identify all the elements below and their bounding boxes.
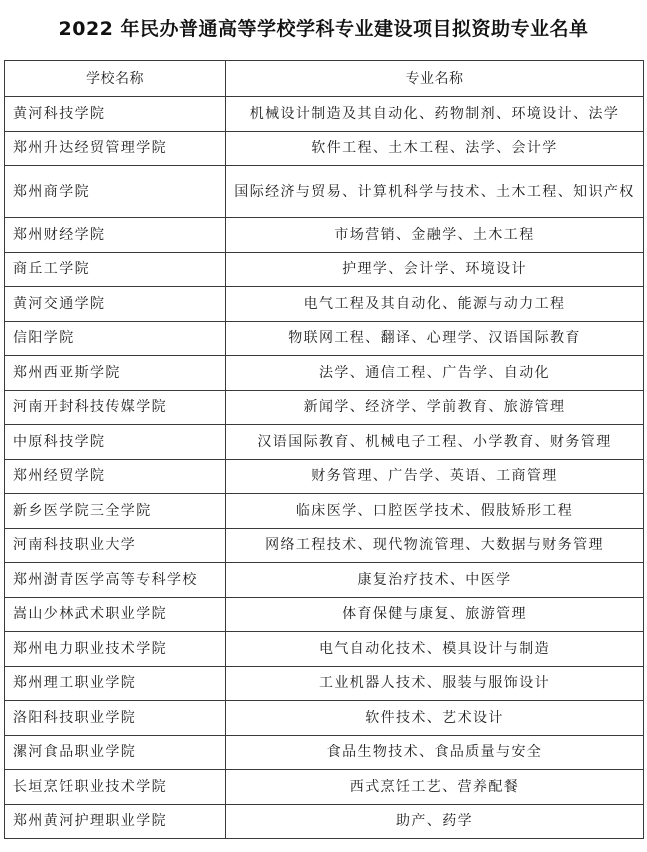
majors-cell: 法学、通信工程、广告学、自动化 [226,356,644,391]
majors-cell: 新闻学、经济学、学前教育、旅游管理 [226,390,644,425]
table-row [5,770,644,805]
page-title: 2022 年民办普通高等学校学科专业建设项目拟资助专业名单 [58,18,589,40]
table-row [5,356,644,391]
school-cell: 黄河交通学院 [5,287,226,322]
school-cell: 郑州升达经贸管理学院 [5,131,226,166]
table-row [5,563,644,598]
header-school-name: 学校名称 [5,61,226,97]
school-cell: 商丘工学院 [5,252,226,287]
majors-cell: 网络工程技术、现代物流管理、大数据与财务管理 [226,528,644,563]
school-cell: 郑州经贸学院 [5,459,226,494]
majors-cell: 西式烹饪工艺、营养配餐 [226,770,644,805]
majors-cell: 机械设计制造及其自动化、药物制剂、环境设计、法学 [226,97,644,132]
school-cell: 郑州理工职业学院 [5,666,226,701]
table-row [5,701,644,736]
table-row [5,390,644,425]
table-row [5,666,644,701]
school-cell: 郑州黄河护理职业学院 [5,804,226,839]
table-row [5,287,644,322]
table-row [5,528,644,563]
school-cell: 信阳学院 [5,321,226,356]
table-row [5,131,644,166]
school-cell: 郑州澍青医学高等专科学校 [5,563,226,598]
school-cell: 郑州电力职业技术学院 [5,632,226,667]
table-row [5,459,644,494]
majors-cell: 康复治疗技术、中医学 [226,563,644,598]
school-cell: 漯河食品职业学院 [5,735,226,770]
majors-cell: 软件工程、土木工程、法学、会计学 [226,131,644,166]
school-cell: 黄河科技学院 [5,97,226,132]
table-row [5,321,644,356]
majors-cell: 临床医学、口腔医学技术、假肢矫形工程 [226,494,644,529]
table-row [5,97,644,132]
school-cell: 河南开封科技传媒学院 [5,390,226,425]
table-header-row [5,61,644,97]
table-row [5,218,644,253]
majors-cell: 电气工程及其自动化、能源与动力工程 [226,287,644,322]
majors-cell: 电气自动化技术、模具设计与制造 [226,632,644,667]
majors-cell: 工业机器人技术、服装与服饰设计 [226,666,644,701]
school-cell: 郑州财经学院 [5,218,226,253]
majors-cell: 软件技术、艺术设计 [226,701,644,736]
school-cell: 嵩山少林武术职业学院 [5,597,226,632]
school-cell: 郑州西亚斯学院 [5,356,226,391]
majors-cell: 护理学、会计学、环境设计 [226,252,644,287]
table-row [5,494,644,529]
school-cell: 洛阳科技职业学院 [5,701,226,736]
table-row [5,735,644,770]
school-cell: 新乡医学院三全学院 [5,494,226,529]
majors-cell: 汉语国际教育、机械电子工程、小学教育、财务管理 [226,425,644,460]
majors-cell: 助产、药学 [226,804,644,839]
table-row [5,597,644,632]
majors-cell: 市场营销、金融学、土木工程 [226,218,644,253]
majors-cell: 国际经济与贸易、计算机科学与技术、土木工程、知识产权 [226,166,644,218]
table-row [5,425,644,460]
school-cell: 长垣烹饪职业技术学院 [5,770,226,805]
school-cell: 河南科技职业大学 [5,528,226,563]
school-cell: 中原科技学院 [5,425,226,460]
funding-list-table [4,60,644,839]
table-row [5,252,644,287]
header-major-name: 专业名称 [226,61,644,97]
majors-cell: 物联网工程、翻译、心理学、汉语国际教育 [226,321,644,356]
table-row [5,804,644,839]
school-cell: 郑州商学院 [5,166,226,218]
table-row [5,166,644,218]
table-row [5,632,644,667]
majors-cell: 体育保健与康复、旅游管理 [226,597,644,632]
majors-cell: 财务管理、广告学、英语、工商管理 [226,459,644,494]
majors-cell: 食品生物技术、食品质量与安全 [226,735,644,770]
